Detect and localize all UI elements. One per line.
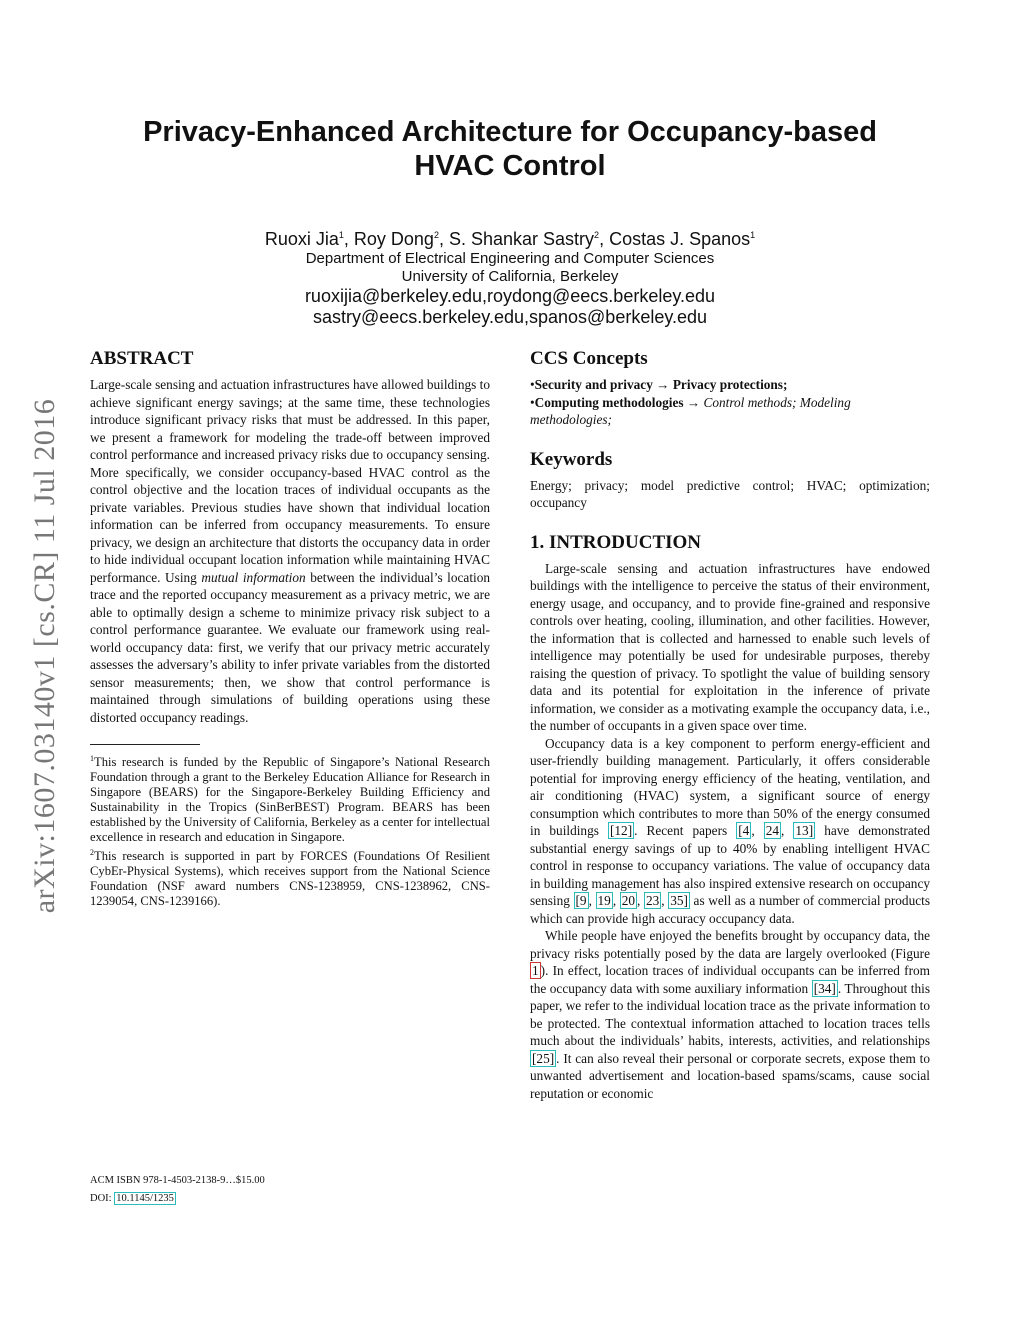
right-column [530, 348, 930, 1102]
citation-link[interactable]: 23 [645, 893, 660, 908]
author-name: Roy Dong [353, 229, 434, 249]
author-name: Costas J. Spanos [609, 229, 751, 249]
title-line-1: Privacy-Enhanced Architecture for Occupancy-based [143, 116, 877, 148]
doi-line: DOI: 10.1145/1235 [90, 1193, 174, 1204]
keywords-text: Energy; privacy; model predictive control; HVAC; optimization; occupancy [530, 477, 930, 510]
citation-link[interactable]: [9 [575, 893, 587, 908]
author-name: S. Shankar Sastry [448, 229, 595, 249]
intro-paragraph-3: While people have enjoyed the benefits brought by occupancy data, the privacy risks potentially posed by the data are largely overlooked (Figure 1 ). In effect, location traces of individual occupants can be inferred from the occupancy data with some auxiliary information [34] . Throughout this paper, we refer to the individual location trace as the private information to be protected. The contextual information attached to location traces tells much about the individuals’ habits, interests, activities, and relationships [25] . It can also reveal their personal or corporate secrets, expose them to unwanted advertisement and location-based spams/scams, cause social reputation or economic [530, 928, 930, 1101]
intro-paragraph-1: Large-scale sensing and actuation infrastructures have endowed buildings with the intelligence to perceive the status of their environment, energy usage, and occupancy, and to provide fine-grained and responsive controls over heating, cooling, illumination, and other facilities. However, the information that is collected and harnessed to enable such levels of intelligence may potentially be used for undesirable purposes, thereby raising the question of privacy. To spotlight the value of building sensory data and its potential for exploitation in the inference of private information, we consider as a motivating example the occupancy data, i.e., the number of occupants in a given space over time. [530, 560, 930, 733]
email-line: ruoxijia@berkeley.edu,roydong@eecs.berkeley.edu [304, 286, 716, 306]
footnote-mark: 2 [90, 848, 94, 858]
citation-link[interactable]: [4 [738, 823, 750, 838]
citation-link[interactable]: 20 [621, 893, 636, 908]
footnote-mark: 1 [90, 754, 94, 763]
ccs-item: •Computing methodologies → Control methods; Modeling methodologies; [530, 394, 851, 427]
footnote-rule [90, 744, 200, 745]
citation-link[interactable]: 35] [670, 893, 688, 908]
citation-link[interactable]: [12] [609, 823, 633, 838]
author-list: Ruoxi Jia$^1$, Roy Dong$^2$, S. Shankar Sastry$^2$, Costas J. Spanos$^1$ [264, 229, 756, 249]
affiliation-mark: 1 [750, 230, 756, 240]
abstract-text: Large-scale sensing and actuation infrastructures have allowed buildings to achieve significant energy savings; at the same time, these technologies introduce significant privacy risks that must be addressed. In this paper, we present a framework for modeling the trade-off between improved control performance and increased privacy risks due to occupancy sensing. More specifically, we consider occupancy-based HVAC control as the control objective and the location traces of individual occupants as the private variables. Previous studies have shown that individual location information can be inferred from occupancy measurements. To ensure privacy, we design an architecture that distorts the occupancy data in order to hide individual occupant location information while maintaining HVAC performance. Using mutual information between the individual’s location trace and the reported occupancy measurement as a privacy metric, we are able to optimally design a scheme to minimize privacy risk subject to a control performance guarantee. We evaluate our framework using real-world occupancy data: first, we verify that our privacy metric accurately assesses the adversary’s ability to infer private variables from the distorted sensor measurements; then, we show that control performance is maintained through simulations of building operations using these distorted occupancy readings. [90, 377, 491, 725]
author-name: Ruoxi Jia [264, 229, 339, 249]
abstract-heading: ABSTRACT [90, 348, 194, 369]
ccs-item: •Security and privacy → Privacy protections; [530, 377, 788, 392]
keywords-heading: Keywords [530, 448, 613, 470]
intro-paragraph-2: Occupancy data is a key component to perform energy-efficient and user-friendly building management. Particularly, it offers considerable potential for improving energy efficiency of the heating, ventilation, and air conditioning (HVAC) system, a significant source of energy consumption which contributes to more than 50% of the energy consumed in buildings [12] . Recent papers [4 , 24 , 13] have demonstrated substantial energy savings of up to 40% by enabling intelligent HVAC control in response to occupancy variations. The value of occupancy data in building management has also inspired extensive research on occupancy sensing [9 , 19 , 20 , 23 , 35] as well as a number of commercial products which can provide high accuracy occupancy data. [530, 735, 930, 926]
ccs-heading: CCS Concepts [530, 348, 648, 369]
isbn-block [90, 1172, 265, 1208]
affiliation-mark: 2 [594, 230, 600, 240]
arxiv-stamp-text: arXiv:1607.03140v1 [cs.CR] 11 Jul 2016 [28, 398, 61, 914]
affiliation-mark: 2 [433, 230, 439, 240]
introduction-heading: 1. INTRODUCTION [530, 531, 702, 553]
left-column [90, 348, 490, 909]
department: Department of Electrical Engineering and Computer Sciences [305, 250, 715, 267]
isbn-line: ACM ISBN 978-1-4503-2138-9…$15.00 [90, 1175, 265, 1186]
figure-link[interactable]: 1 [532, 963, 539, 978]
citation-link[interactable]: [25] [532, 1050, 555, 1066]
email-line: sastry@eecs.berkeley.edu,spanos@berkeley.edu [312, 307, 708, 327]
citation-link[interactable]: [34] [813, 980, 836, 996]
affiliation-mark: 1 [338, 230, 344, 240]
citation-link[interactable]: 13] [795, 823, 814, 838]
footnote-2: $^2$This research is supported in part by FORCES (Foundations Of Resilient CybEr-Physical Systems), which receives support from the National Science Foundation (NSF award numbers CNS-1238959, CNS-1238962, CNS-1239054, CNS-1239166). [90, 848, 490, 909]
citation-link[interactable]: 24 [765, 823, 780, 838]
citation-link[interactable]: 19 [597, 893, 611, 908]
paper-title [90, 115, 930, 183]
doi-link[interactable]: 10.1145/1235 [116, 1193, 174, 1204]
author-block [90, 228, 930, 328]
university: University of California, Berkeley [401, 268, 619, 285]
arxiv-stamp [20, 366, 70, 946]
title-line-2: HVAC Control [414, 150, 606, 182]
footnote-1: $^1$This research is funded by the Republic of Singapore’s National Research Foundation through a grant to the Berkeley Education Alliance for Research in Singapore (BEARS) for the Singapore-Berkeley Building Efficiency and Sustainability in the Tropics (SinBerBEST) Program. BEARS has been established by the University of California, Berkeley as a center for intellectual excellence in research and education in Singapore. [90, 754, 490, 845]
